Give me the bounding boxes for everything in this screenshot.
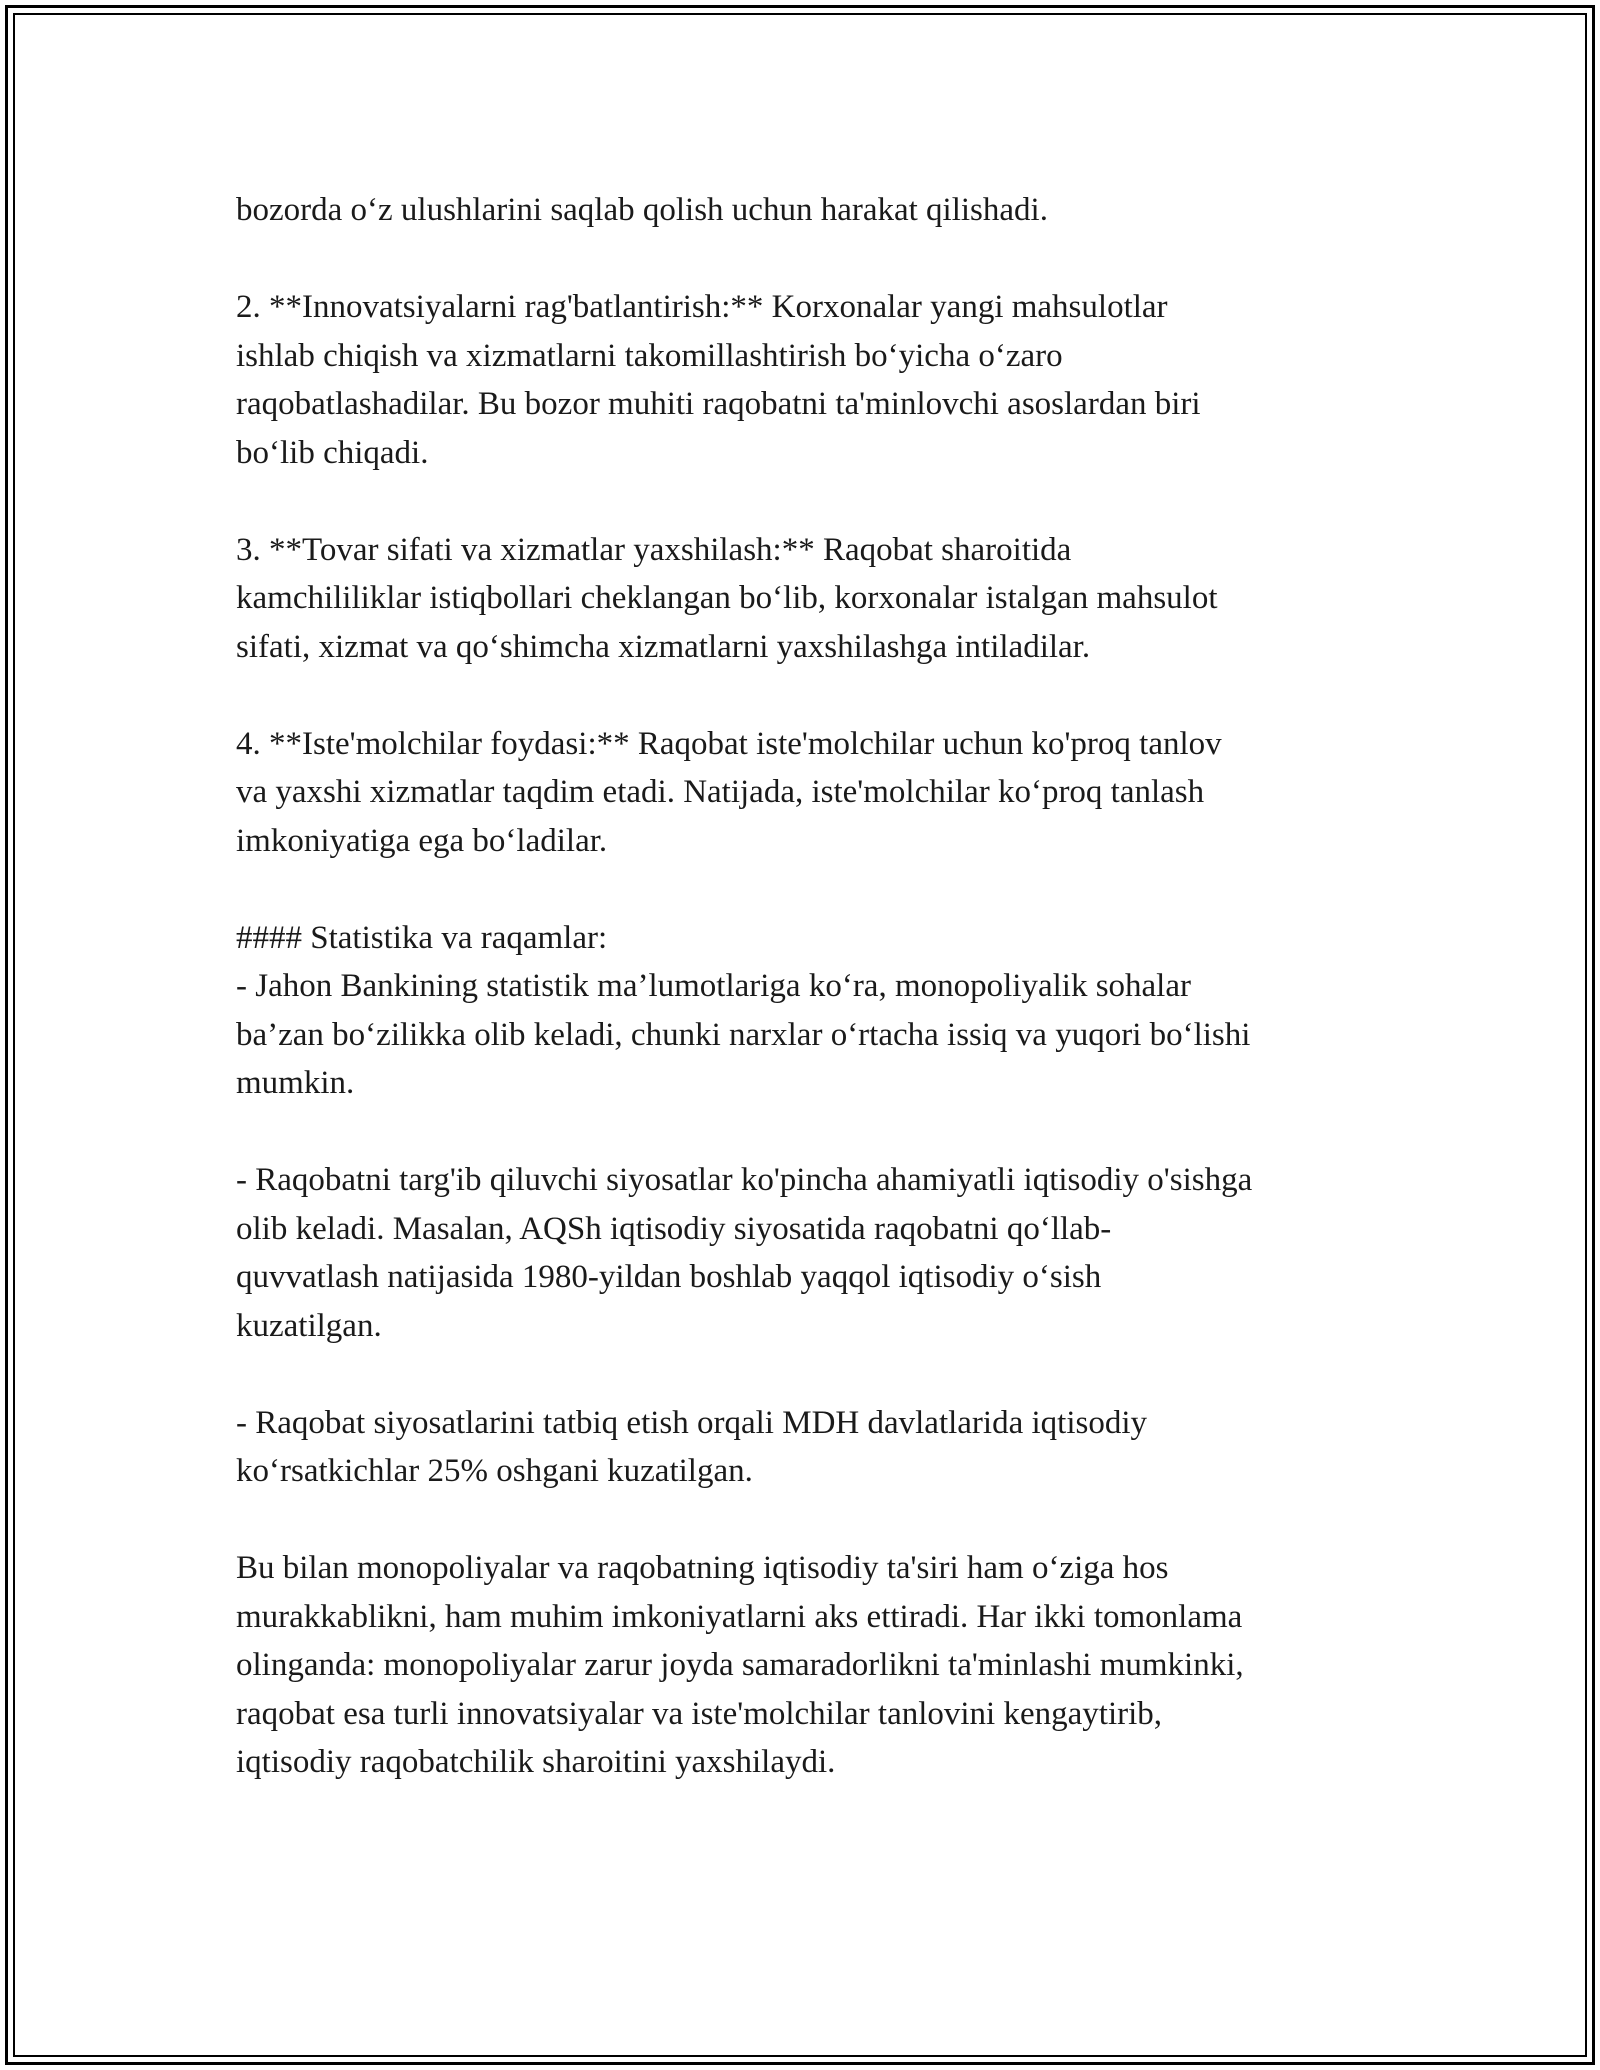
paragraph-usa-policy [236,1156,1376,1350]
paragraph-conclusion [236,1544,1376,1787]
text-line: ishlab chiqish va xizmatlarni takomillashtirish bo‘yicha o‘zaro [236,337,1063,374]
text-line: quvvatlash natijasida 1980-yildan boshlab yaqqol iqtisodiy o‘sish [236,1259,1102,1295]
text-line: mumkin. [236,1065,355,1101]
text-line: raqobatlashadilar. Bu bozor muhiti raqobatni ta'minlovchi asoslardan biri [236,386,1201,422]
text-line: sifati, xizmat va qo‘shimcha xizmatlarni yaxshilashga intiladilar. [236,628,1091,665]
text-line: va yaxshi xizmatlar taqdim etadi. Natijada, iste'molchilar ko‘proq tanlash [236,774,1205,810]
text-line: kamchililiklar istiqbollari cheklangan bo‘lib, korxonalar istalgan mahsulot [236,580,1218,616]
text-line: raqobat esa turli innovatsiyalar va iste'molchilar tanlovini kengaytirib, [236,1695,1163,1732]
text-line: - Raqobat siyosatlarini tatbiq etish orqali MDH davlatlarida iqtisodiy [236,1404,1147,1441]
text-line: olinganda: monopoliyalar zarur joyda samaradorlikni ta'minlashi mumkinki, [236,1647,1244,1683]
paragraph-statistics-heading [236,914,1376,1108]
text-line: - Raqobatni targ'ib qiluvchi siyosatlar ko'pincha ahamiyatli iqtisodiy o'sishga [236,1162,1253,1198]
text-line: imkoniyatiga ega bo‘ladilar. [236,822,608,859]
document-body [236,186,1376,1835]
text-line: murakkablikni, ham muhim imkoniyatlarni aks ettiradi. Har ikki tomonlama [236,1598,1243,1635]
text-line: olib keladi. Masalan, AQSh iqtisodiy siyosatida raqobatni qo‘llab- [236,1210,1112,1247]
text-line: 2. **Innovatsiyalarni rag'batlantirish:** Korxonalar yangi mahsulotlar [236,289,1168,325]
section-heading: #### Statistika va raqamlar: [236,919,608,956]
paragraph-consumer-benefit [236,720,1376,866]
text-line: kuzatilgan. [236,1307,382,1344]
text-line: Bu bilan monopoliyalar va raqobatning iqtisodiy ta'siri ham o‘ziga hos [236,1550,1169,1586]
text-line: iqtisodiy raqobatchilik sharoitini yaxshilaydi. [236,1744,836,1780]
text-line: bozorda o‘z ulushlarini saqlab qolish uchun harakat qilishadi. [236,192,1048,228]
text-line: ba’zan bo‘zilikka olib keladi, chunki narxlar o‘rtacha issiq va yuqori bo‘lishi [236,1016,1251,1053]
text-line: 3. **Tovar sifati va xizmatlar yaxshilash:** Raqobat sharoitida [236,531,1072,568]
text-line: - Jahon Bankining statistik ma’lumotlariga ko‘ra, monopoliyalik sohalar [236,968,1191,1004]
paragraph-quality [236,526,1376,672]
paragraph-innovation [236,283,1376,477]
text-line: bo‘lib chiqadi. [236,434,429,471]
text-line: ko‘rsatkichlar 25% oshgani kuzatilgan. [236,1453,753,1489]
paragraph-cis-policy [236,1399,1376,1496]
paragraph-intro-continuation [236,186,1376,235]
text-line: 4. **Iste'molchilar foydasi:** Raqobat iste'molchilar uchun ko'proq tanlov [236,725,1222,762]
